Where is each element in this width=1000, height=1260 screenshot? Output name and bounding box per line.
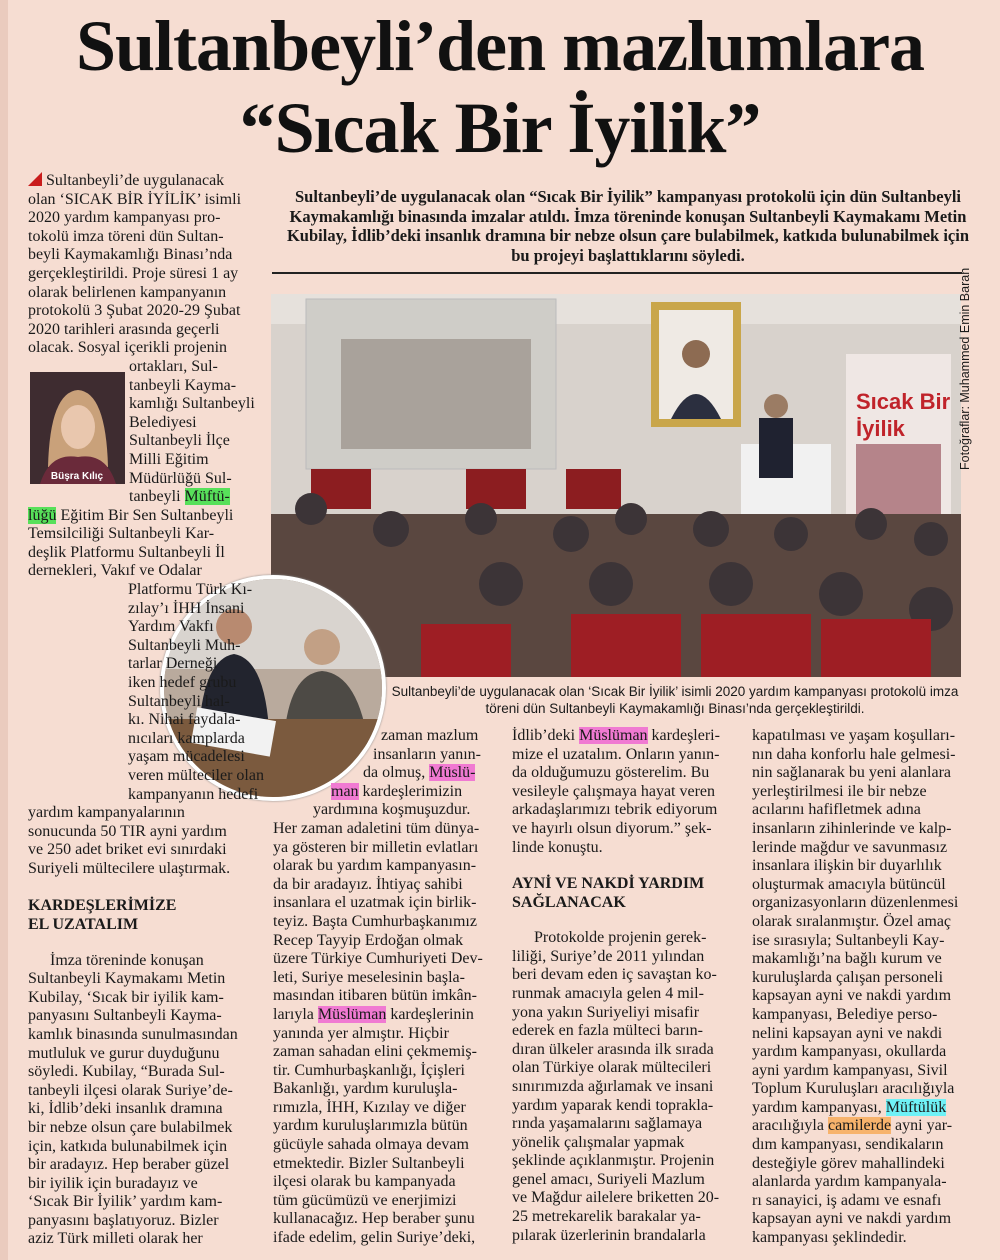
text-line: linde konuştu.	[512, 838, 603, 856]
text-line: Sultanbeyli İlçe	[129, 432, 230, 450]
col3-line-1-pre: İdlib’deki	[512, 727, 580, 744]
text-line: zaman sahadan elini çekmemiş-	[273, 1043, 477, 1061]
text-line: zılay’ı İHH İnsani	[128, 599, 245, 617]
text-line: ederek en fazla mülteci barın-	[512, 1022, 703, 1040]
text-line: Kubilay, ‘Sıcak bir iyilik kam-	[28, 988, 224, 1006]
text-line: için, katkıda bulunabilmek için	[28, 1137, 228, 1155]
text-line: ayni yardım kampanyası, Sivil	[752, 1061, 948, 1079]
column-3-body-b	[512, 929, 747, 1245]
text-line: 2020 tarihleri arasında geçerli	[28, 320, 220, 338]
text-line: tüm gücümüzü ve enerjimizi	[273, 1191, 457, 1209]
text-line: dernekleri, Vakıf ve Odalar	[28, 562, 202, 580]
col2-line-1: zaman mazlum	[381, 727, 479, 744]
highlight-muftu-1b: lüğü	[28, 506, 57, 524]
column-1-muftu-pre: tanbeyli	[129, 488, 185, 506]
text-line: ve 250 adet briket evi sınırdaki	[28, 841, 227, 859]
text-line: Bakanlığı, yardım kuruluşla-	[273, 1080, 458, 1098]
col2-line-5: yardımına koşmuşuzdur.	[313, 801, 471, 819]
text-line: teyiz. Başta Cumhurbaşkanımız	[273, 912, 477, 930]
text-line: yardım yaparak kendi toprakla-	[512, 1096, 714, 1114]
col3-line-1	[512, 727, 747, 746]
text-line: şeklinde açıklanmıştır. Projenin	[512, 1152, 715, 1170]
col4-cami-post: ayni yar-	[891, 1117, 953, 1135]
text-line: kapsayan ayni ve nakdi yardım	[752, 1210, 952, 1228]
text-line: kamlığı Sultanbeyli	[129, 395, 255, 413]
text-line: tanbeyli ilçesi olarak Suriye’de-	[28, 1081, 233, 1099]
text-line: Her zaman adaletini tüm dünya-	[273, 819, 480, 837]
column-4	[752, 727, 982, 1248]
text-line: protokolü 3 Şubat 2020-29 Şubat	[28, 302, 241, 320]
highlight-muftu-1a: Müftü-	[184, 488, 230, 506]
highlight-musluman-3: Müslüman	[579, 727, 648, 744]
text-line: olarak sıralanmıştır. Özel amaç	[752, 912, 952, 930]
text-line: nin sağlanarak bu yeni alanlara	[752, 764, 952, 782]
text-line: Milli Eğitim	[129, 450, 209, 468]
column-2	[273, 727, 508, 1248]
text-line: ise sırasıyla; Sultanbeyli Kay-	[752, 931, 945, 949]
text-line: panyasını Sultanbeyli Kayma-	[28, 1007, 222, 1025]
text-line: İmza töreninde konuşan	[50, 951, 204, 969]
col3-line-1-post: kardeşleri-	[647, 727, 720, 744]
column-2-body-b	[273, 1025, 508, 1248]
text-line: panyasını başlatıyoruz. Bizler	[28, 1211, 219, 1229]
text-line: Sultanbeyli Muh-	[128, 636, 241, 654]
text-line: olan Türkiye olarak mültecileri	[512, 1059, 712, 1077]
text-line: ilçesi olarak bu kampanyada	[273, 1173, 456, 1191]
lead-divider	[272, 272, 962, 274]
text-line: genel amacı, Suriyeli Mazlum	[512, 1170, 705, 1188]
text-line: gücüyle sahada olmaya devam	[273, 1136, 469, 1154]
text-line: insanların zihinlerinde ve kalp-	[752, 819, 952, 837]
column-1-mid	[28, 525, 276, 878]
text-line: ki, İdlib’deki insanlık dramına	[28, 1100, 223, 1118]
column-1-narrow	[28, 358, 276, 488]
text-line: makamlığı’na bağlı kurum ve	[752, 950, 942, 968]
col2-musluman-pre: larıyla	[273, 1005, 318, 1023]
red-corner-icon	[28, 172, 42, 186]
text-line: organizasyonların düzenlenmesi	[752, 894, 959, 912]
text-line: alanlarda yardım kampanyala-	[752, 1173, 947, 1191]
text-line: acılarını hafifletmek adına	[752, 801, 921, 819]
highlight-musluman-2: Müslüman	[317, 1005, 387, 1023]
text-line: nelini kapsayan ayni ve nakdi	[752, 1024, 943, 1042]
subhead-ayni-nakdi: AYNİ VE NAKDİ YARDIM	[512, 875, 705, 893]
text-line: yardım kuruluşlarımızla bütün	[273, 1117, 468, 1135]
text-line: aziz Türk milleti olarak her	[28, 1230, 203, 1248]
column-1-bottom	[28, 952, 276, 1250]
text-line: kullanacağız. Hep beraber şunu	[273, 1210, 475, 1228]
col2-line-4-post: kardeşlerimizin	[358, 782, 463, 800]
text-line: tokolü imza töreni dün Sultan-	[28, 227, 224, 245]
text-line: ‘Sıcak Bir İyilik’ yardım kam-	[28, 1193, 223, 1211]
subhead-saglanacak: SAĞLANACAK	[512, 894, 626, 912]
headline-line-2: “Sıcak Bir İyilik”	[239, 88, 761, 168]
text-line: olan ‘SICAK BİR İYİLİK’ isimli	[28, 190, 242, 208]
column-3-body-a	[512, 746, 747, 858]
text-line: mutluluk ve gurur duyduğunu	[28, 1044, 220, 1062]
text-line: ve hayırlı olsun diyorum.” şek-	[512, 819, 712, 837]
text-line: dım kampanyası, sendikaların	[752, 1136, 944, 1154]
highlight-camilerde: camilerde	[827, 1117, 892, 1135]
text-line: insanlara el uzatmak için birlik-	[273, 894, 477, 912]
text-line: vesileyle çalışmaya hayat veren	[512, 782, 716, 800]
col2-line-2: insanların yanın-	[373, 745, 481, 763]
text-line: iken hedef grubu	[128, 674, 237, 692]
text-line: kampanyanın hedefi	[128, 785, 259, 803]
text-line: tarlar Derneği	[128, 655, 218, 673]
highlight-muslu: Müslü-	[429, 764, 476, 782]
text-line: deşlik Platformu Sultanbeyli İl	[28, 543, 225, 561]
text-line: Platformu Türk Kı-	[128, 581, 253, 599]
text-line: Sultanbeyli Kaymakamı Metin	[28, 970, 226, 988]
text-line: ifade edelim, gelin Suriye’deki,	[273, 1229, 476, 1247]
text-line: beyli Kaymakamlığı Binası’nda	[28, 246, 233, 264]
text-line: Temsilciliği Sultanbeyli Kar-	[28, 525, 215, 543]
text-line: Belediyesi	[129, 413, 197, 431]
text-line: leti, Suriye meselesinin başla-	[273, 968, 465, 986]
text-line: söyledi. Kubilay, “Burada Sul-	[28, 1063, 225, 1081]
column-1-top	[28, 172, 276, 358]
text-line: etmektedir. Bizler Sultanbeyli	[273, 1154, 465, 1172]
column-4-body-b	[752, 1136, 982, 1248]
column-3	[512, 727, 747, 1245]
photo-credit: Fotoğraflar: Muhammed Emin Baran	[958, 267, 972, 470]
subhead-el-uzatalim: EL UZATALIM	[28, 915, 139, 933]
text-line: olarak bu yardım kampanyasın-	[273, 857, 477, 875]
text-line: bir iyilik için buradayız ve	[28, 1174, 198, 1192]
col4-muftu-pre: yardım kampanyası,	[752, 1098, 886, 1116]
highlight-muftuluk: Müftülük	[885, 1098, 947, 1116]
page-edge	[0, 0, 8, 1260]
subhead-kardeslerimize: KARDEŞLERİMİZE	[28, 896, 177, 914]
photo-caption: Sultanbeyli’de uygulanacak olan ‘Sıcak Bir İyilik’ isimli 2020 yardım kampanyası protokolü imza töreni dün Sultanbeyli Kaymakamlığı Binası’nda gerçekleştirildi.	[391, 684, 959, 716]
text-line: yardım kampanyası, okullarda	[752, 1043, 947, 1061]
text-line: gerçekleştirildi. Proje süresi 1 ay	[28, 264, 239, 282]
col4-muftu-line	[752, 1099, 982, 1118]
text-line: veren mülteciler olan	[128, 767, 264, 784]
text-line: runmak amacıyla gelen 4 mil-	[512, 984, 704, 1002]
text-line: arkadaşlarımızı tebrik ediyorum	[512, 801, 718, 819]
column-1	[28, 172, 276, 1249]
text-line: bir nebze olsun çare bulabilmek	[28, 1118, 233, 1136]
column-2-body-a	[273, 820, 508, 1006]
col2-musluman-line	[273, 1006, 508, 1025]
lead-paragraph: Sultanbeyli’de uygulanacak olan “Sıcak Bir İyilik” kampanyası protokolü için dün Sultanbeyli Kaymakamlığı binasında imzalar atıldı. İmza töreninde konuşan Sultanbeyli Kaymakamı Metin Kubilay, İdlib’deki insanlık dramına bir nebze olsun çare bulabilmek, katkıda bulunabilmek için bu projeyi başlattıklarını söyledi.	[286, 187, 970, 265]
text-line: kapatılması ve yaşam koşulları-	[752, 727, 956, 744]
text-line: kı. Nihai faydala-	[128, 711, 241, 729]
column-1-muftu-line-b	[28, 507, 276, 526]
column-1-muftu-post: Eğitim Bir Sen Sultanbeyli	[56, 506, 234, 524]
text-line: yaşam mücadelesi	[128, 748, 245, 766]
text-line: nıcıları kamplarda	[128, 729, 245, 747]
banner-text-2: İyilik	[856, 416, 905, 441]
text-line: Toplum Kuruluşları aracılığıyla	[752, 1080, 955, 1098]
text-line: liliği, Suriye’de 2011 yılından	[512, 947, 705, 965]
col4-cami-pre: aracılığıyla	[752, 1117, 828, 1135]
col2-line-4	[273, 783, 508, 802]
column-4-body-a	[752, 727, 982, 1099]
text-line: yönelik çalışmalar yapmak	[512, 1133, 685, 1151]
text-line: 25 metrekarelik barakalar ya-	[512, 1208, 701, 1226]
text-line: mize el uzatalım. Onların yanın-	[512, 745, 720, 763]
text-line: kampanyası şeklindedir.	[752, 1229, 907, 1247]
text-line: beri devam eden iç savaştan ko-	[512, 966, 717, 984]
text-line: olarak belirlenen kampanyanın	[28, 283, 227, 301]
text-line: Recep Tayyip Erdoğan olmak	[273, 931, 464, 949]
text-line: tanbeyli Kayma-	[129, 376, 237, 394]
text-line: rımızla, İHH, Kızılay ve diğer	[273, 1098, 466, 1116]
text-line: da olduğumuzu gösterelim. Bu	[512, 764, 710, 782]
text-line: yardım kampanyalarının	[28, 804, 185, 822]
text-line: üzere Türkiye Cumhuriyeti Dev-	[273, 950, 483, 968]
col4-cami-line	[752, 1117, 982, 1136]
text-line: nın daha konforlu hale gelmesi-	[752, 745, 956, 763]
banner-text-1: Sıcak Bir	[856, 389, 951, 414]
text-line: oluşturmak amacıyla bütüncül	[752, 875, 946, 893]
text-line: desteğiyle görev mahallindeki	[752, 1154, 945, 1172]
text-line: kuruluşlarda çalışan personeli	[752, 968, 944, 986]
text-line: ortakları, Sul-	[129, 357, 218, 375]
text-line: lerinde mağdur ve savunmasız	[752, 838, 948, 856]
text-line: tir. Cumhurbaşkanlığı, İçişleri	[273, 1061, 465, 1079]
text-line: yona yakın Suriyeliyi misafir	[512, 1003, 700, 1021]
text-line: ya gösteren bir milletin evlatları	[273, 838, 479, 856]
text-line: Sultanbeyli’de uygulanacak	[28, 172, 276, 191]
col2-line-3-pre: da olmuş,	[363, 764, 430, 782]
column-1-muftu-line-a	[28, 488, 276, 507]
text-line: Sultanbeyli hal-	[128, 692, 230, 710]
text-line: Suriyeli mültecilere ulaştırmak.	[28, 859, 231, 877]
text-line: 2020 yardım kampanyası pro-	[28, 209, 221, 227]
highlight-man: man	[331, 782, 359, 800]
text-line: sınırımızda ağırlamak ve insani	[512, 1077, 714, 1095]
text-line: rında yaşamalarını sağlamaya	[512, 1115, 703, 1133]
text-line: bir aradayız. Hep beraber güzel	[28, 1156, 230, 1174]
col2-line-3	[273, 764, 508, 783]
text-line: insanlara ilişkin bir duyarlılık	[752, 857, 942, 875]
text-line: sonucunda 50 TIR ayni yardım	[28, 822, 227, 840]
text-line: kampanyası, Belediye perso-	[752, 1005, 938, 1023]
text-line: Yardım Vakfı	[128, 618, 214, 636]
text-line: da bir aradayız. İhtiyaç sahibi	[273, 875, 463, 893]
text-line: yanında yer almıştır. Hiçbir	[273, 1024, 449, 1042]
author-name: Büşra Kılıç	[50, 471, 104, 482]
headline-line-1: Sultanbeyli’den mazlumlara	[75, 6, 925, 86]
text-line: Protokolde projenin gerek-	[534, 929, 707, 947]
text-line: yerleştirilmesi ile bir nebze	[752, 782, 927, 800]
text-line: masından itibaren bütün imkân-	[273, 987, 477, 1005]
text-line: olacak. Sosyal içerikli projenin	[28, 339, 228, 357]
text-line: kamlık binasında sunulmasından	[28, 1025, 238, 1043]
text-line: rı sanayici, iş adamı ve esnafı	[752, 1191, 942, 1209]
main-photo	[271, 294, 961, 677]
text-line: ve Mağdur ailelere briketten 20-	[512, 1189, 720, 1207]
text-line: pılarak üzerlerinin brandalarla	[512, 1226, 706, 1244]
text-line: dıran ülkeler arasında ilk sırada	[512, 1040, 714, 1058]
text-line: Müdürlüğü Sul-	[129, 469, 232, 487]
col2-musluman-post: kardeşlerinin	[386, 1005, 474, 1023]
text-line: kapsayan ayni ve nakdi yardım	[752, 987, 952, 1005]
main-photo-illustration	[271, 294, 961, 677]
